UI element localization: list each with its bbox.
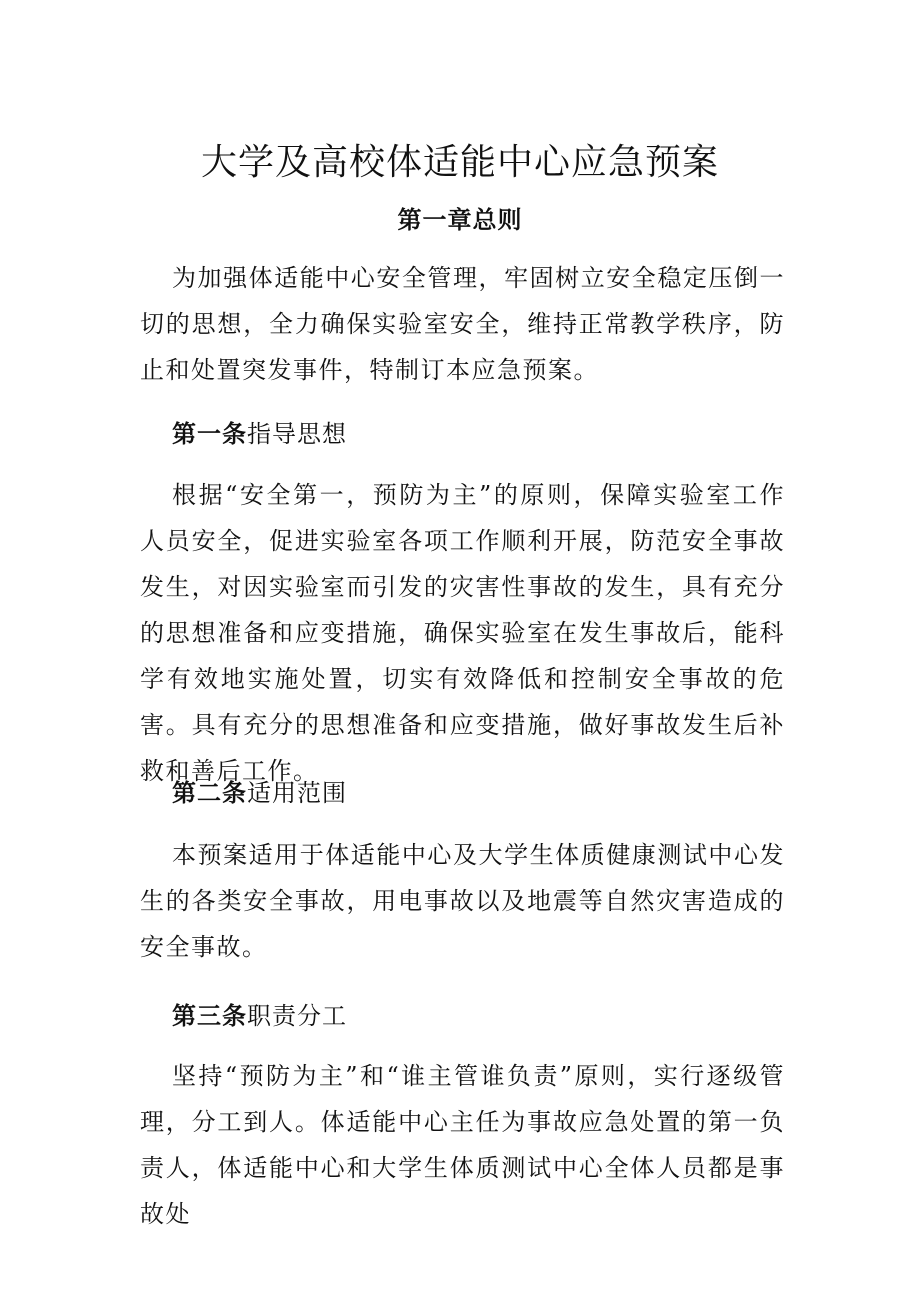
article-2-number: 第二条 (172, 778, 247, 807)
article-2-heading (172, 773, 347, 813)
article-1-body: 根据“安全第一，预防为主”的原则，保障实验室工作人员安全，促进实验室各项工作顺利开展，防范安全事故发生，对因实验室而引发的灾害性事故的发生，具有充分的思想准备和应变措施，确保实验室在发生事故后，能科学有效地实施处置，切实有效降低和控制安全事故的危害。具有充分的思想准备和应变措施，做好事故发生后补救和善后工作。 (140, 481, 785, 785)
article-3-heading (172, 996, 347, 1036)
article-1-title: 指导思想 (247, 420, 347, 448)
article-2-body: 本预案适用于体适能中心及大学生体质健康测试中心发生的各类安全事故，用电事故以及地震等自然灾害造成的安全事故。 (140, 841, 785, 961)
article-1-number: 第一条 (172, 419, 247, 448)
article-1-heading (172, 414, 347, 454)
intro-paragraph: 为加强体适能中心安全管理，牢固树立安全稳定压倒一切的思想，全力确保实验室安全，维持正常教学秩序，防止和处置突发事件，特制订本应急预案。 (140, 264, 785, 384)
article-3-number: 第三条 (172, 1001, 247, 1030)
document-title: 大学及高校体适能中心应急预案 (200, 142, 719, 183)
chapter-title: 第一章总则 (397, 205, 523, 234)
article-3-body: 坚持“预防为主”和“谁主管谁负责”原则，实行逐级管理，分工到人。体适能中心主任为事故应急处置的第一负责人，体适能中心和大学生体质测试中心全体人员都是事故处 (140, 1062, 785, 1228)
article-2-title: 适用范围 (247, 779, 347, 807)
article-3-title: 职责分工 (247, 1002, 347, 1030)
